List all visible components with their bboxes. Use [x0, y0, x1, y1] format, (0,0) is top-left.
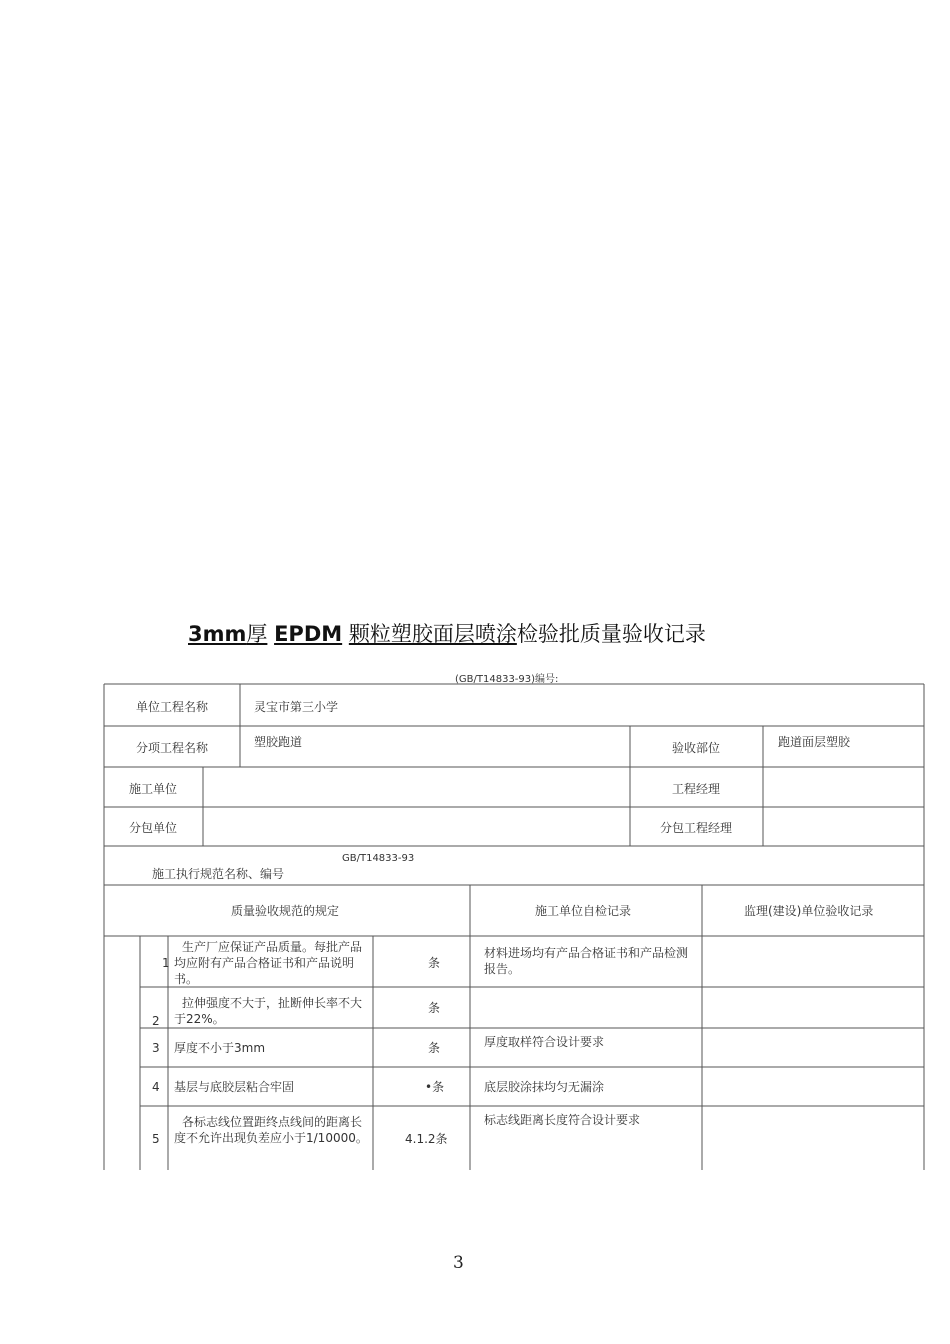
row-3-number: 3: [152, 1041, 160, 1055]
sub-manager-label: 分包工程经理: [660, 821, 733, 835]
spec-code: GB/T14833-93: [342, 853, 415, 864]
unit-project-value: 灵宝市第三小学: [254, 700, 339, 714]
row-1-number: 1: [162, 956, 170, 970]
spec-label: 施工执行规范名称、编号: [152, 867, 285, 881]
column-spec-rules: 质量验收规范的规定: [231, 904, 340, 918]
column-supervisor-check: 监理(建设)单位验收记录: [744, 904, 874, 918]
row-3-record: 厚度取样符合设计要求: [484, 1035, 605, 1049]
title-part-thickness: 3mm: [188, 622, 247, 646]
row-5-number: 5: [152, 1132, 160, 1146]
document-subtitle: (GB/T14833-93)编号:: [455, 674, 559, 685]
sub-project-label: 分项工程名称: [136, 741, 209, 755]
title-part-hou: 厚: [246, 622, 268, 646]
row-3-clause: 条: [428, 1041, 441, 1055]
contractor-label: 施工单位: [129, 782, 178, 796]
page-number: 3: [453, 1253, 464, 1273]
row-5-requirement: 各标志线位置距终点线间的距离长度不允许出现负差应小于1/10000。: [174, 1115, 368, 1145]
row-4-requirement: 基层与底胶层粘合牢固: [174, 1080, 295, 1094]
project-manager-label: 工程经理: [672, 782, 721, 796]
acceptance-part-value: 跑道面层塑胶: [778, 735, 851, 749]
row-4-record: 底层胶涂抹均匀无漏涂: [484, 1080, 605, 1094]
title-part-material: 颗粒塑胶面层喷涂: [348, 622, 517, 646]
acceptance-part-label: 验收部位: [672, 741, 721, 755]
subcontractor-label: 分包单位: [129, 821, 178, 835]
row-1-record: 材料进场均有产品合格证书和产品检测报告。: [484, 946, 689, 976]
row-1-requirement: 生产厂应保证产品质量。每批产品均应附有产品合格证书和产品说明书。: [174, 940, 363, 986]
row-2-number: 2: [152, 1014, 160, 1028]
document-title: [188, 620, 728, 648]
row-3-requirement: 厚度不小于3mm: [174, 1041, 266, 1055]
row-4-clause: •条: [425, 1080, 445, 1094]
row-2-clause: 条: [428, 1001, 441, 1015]
unit-project-label: 单位工程名称: [136, 700, 209, 714]
row-5-record: 标志线距离长度符合设计要求: [484, 1113, 641, 1127]
row-1-clause: 条: [428, 956, 441, 970]
title-part-record: 检验批质量验收记录: [516, 622, 706, 646]
row-4-number: 4: [152, 1080, 160, 1094]
row-5-clause: 4.1.2条: [405, 1132, 448, 1146]
title-part-epdm: EPDM: [274, 622, 343, 646]
column-self-check: 施工单位自检记录: [535, 904, 632, 918]
sub-project-value: 塑胶跑道: [254, 735, 303, 749]
row-2-requirement: 拉伸强度不大于，扯断伸长率不大于22%。: [174, 996, 363, 1026]
